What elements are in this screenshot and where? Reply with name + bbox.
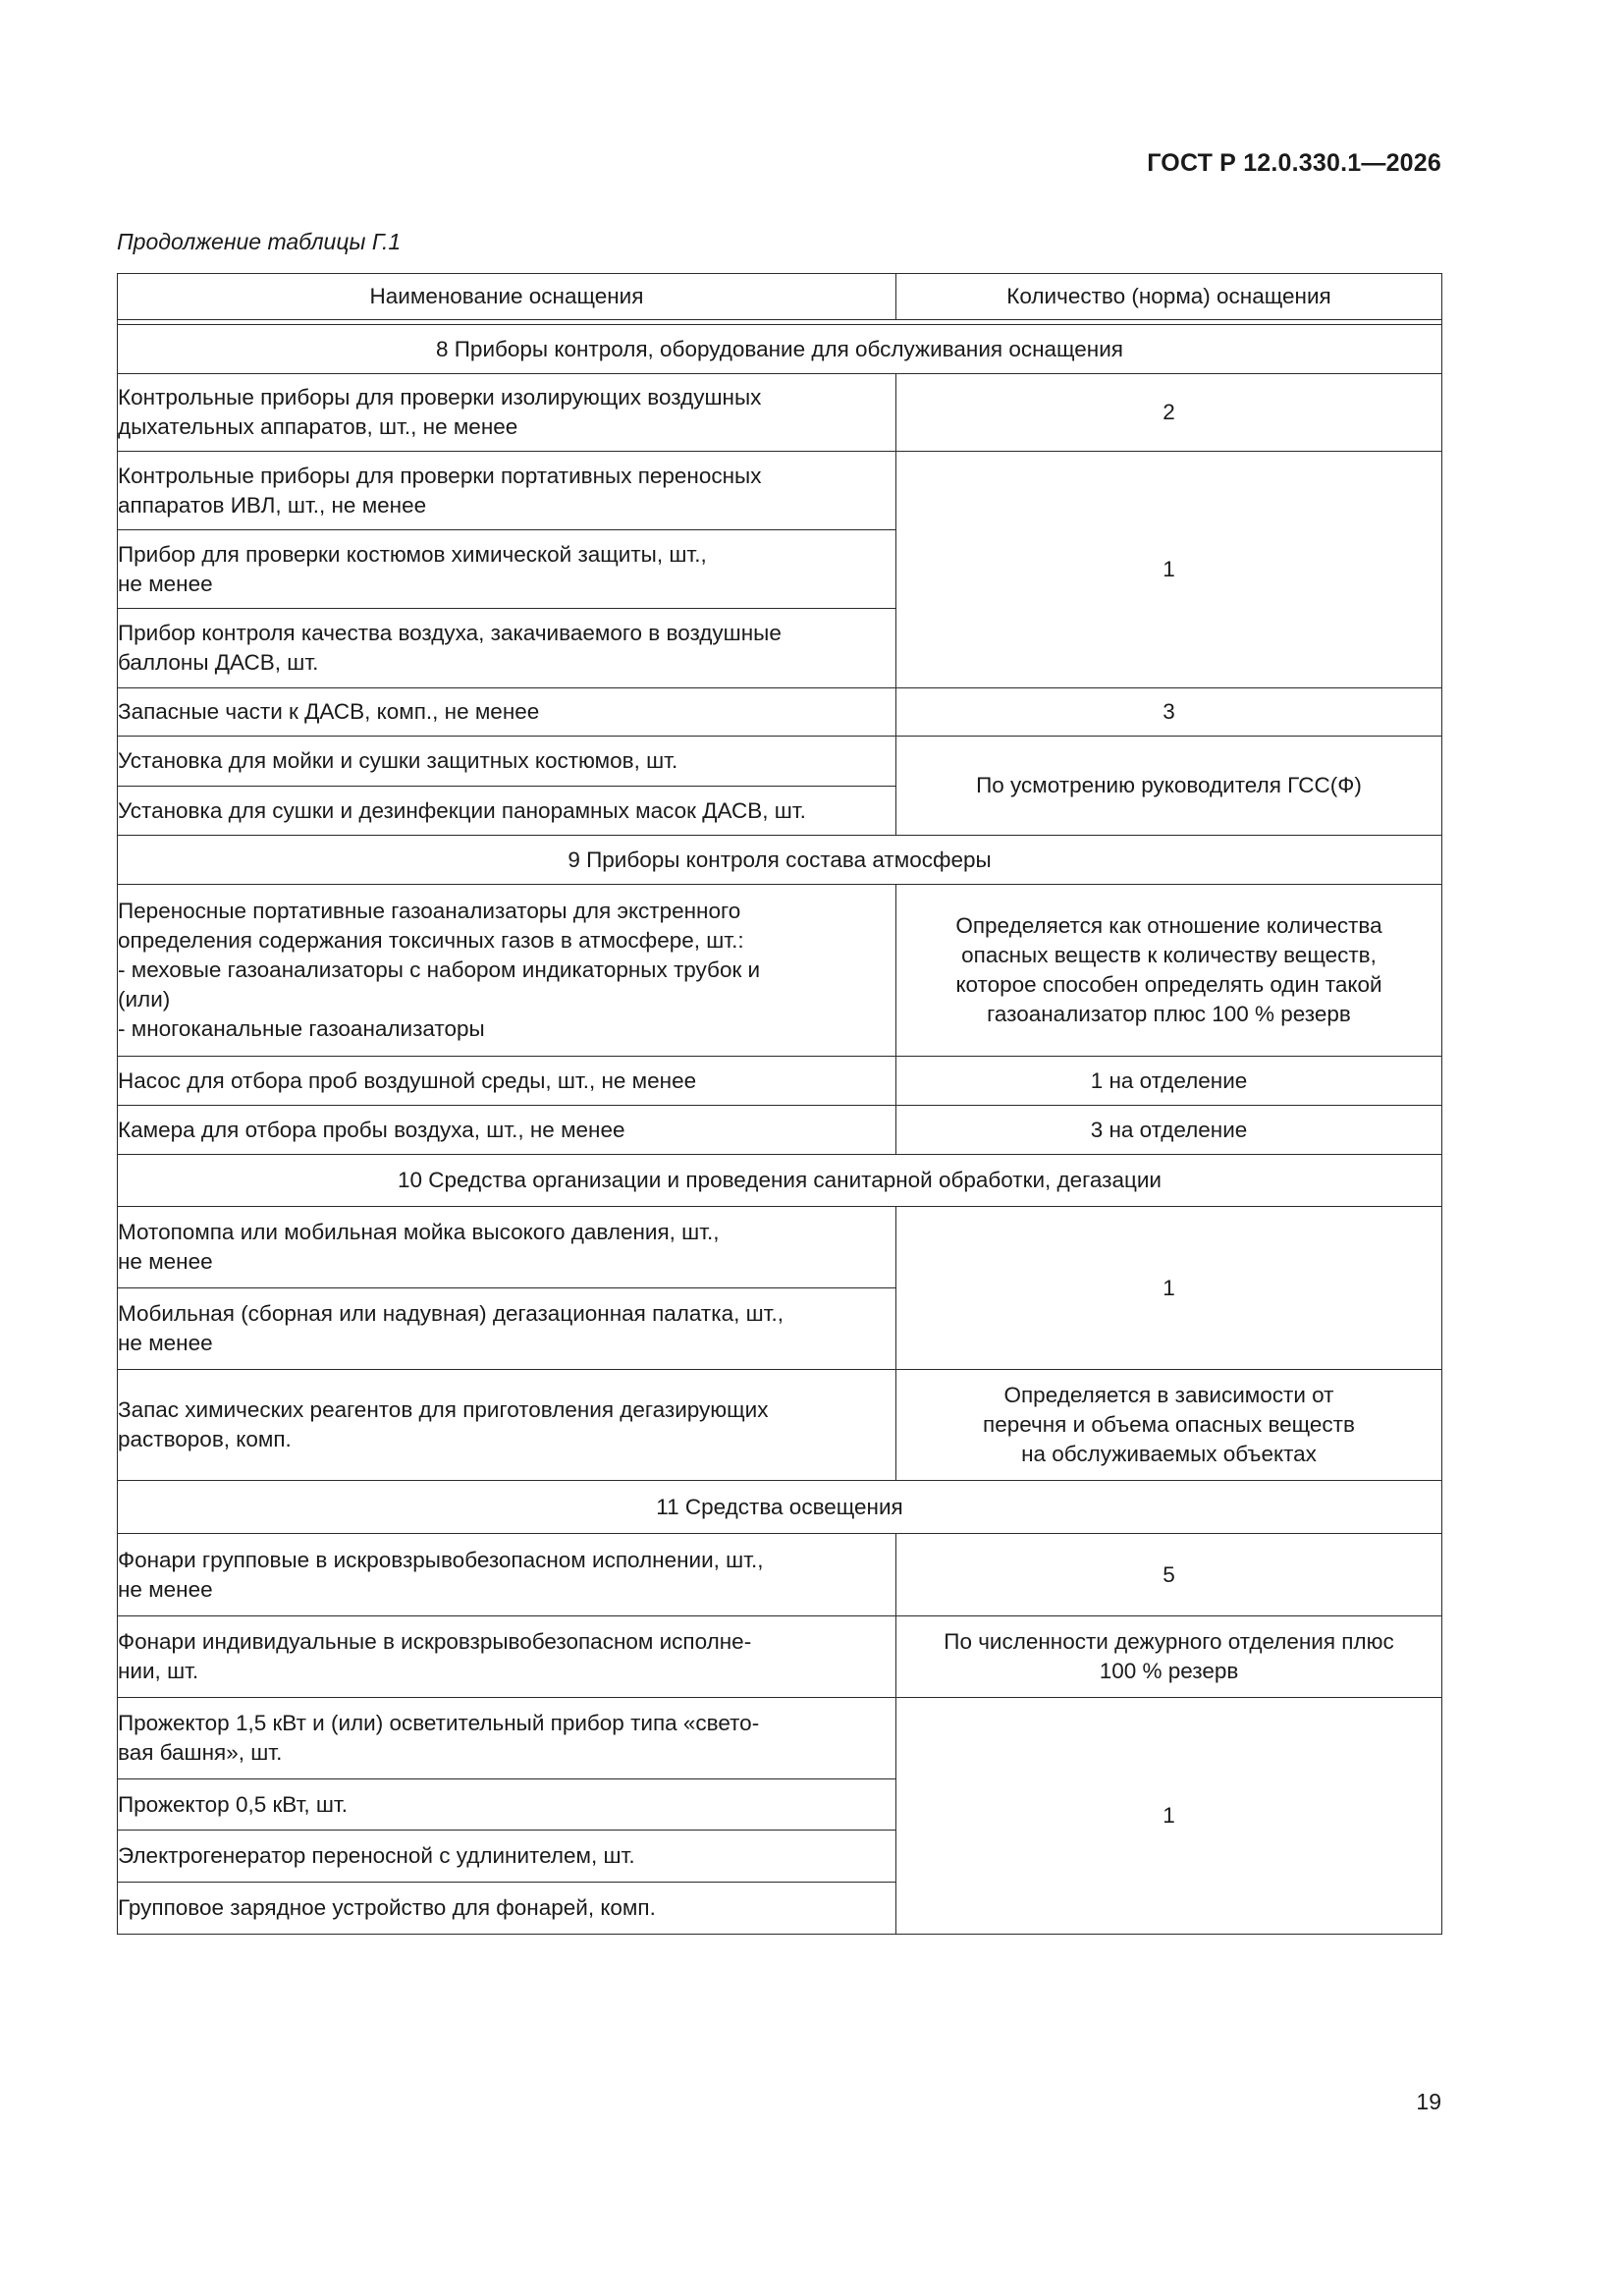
section-row [118, 836, 1442, 885]
table-caption: Продолжение таблицы Г.1 [117, 229, 402, 254]
table-row [118, 1106, 1442, 1155]
table-row [118, 1370, 1442, 1481]
item-name: Контрольные приборы для проверки портативных переносных аппаратов ИВЛ, шт., не менее [118, 452, 896, 530]
section-title: 8 Приборы контроля, оборудование для обслуживания оснащения [118, 325, 1442, 374]
page-number: 19 [1416, 2089, 1441, 2114]
item-name: Фонари групповые в искровзрывобезопасном исполнении, шт., не менее [118, 1534, 896, 1616]
item-name: Контрольные приборы для проверки изолирующих воздушных дыхательных аппаратов, шт., не менее [118, 374, 896, 452]
item-quantity: 1 [896, 1698, 1442, 1935]
item-quantity: 3 [896, 688, 1442, 737]
table-row [118, 1698, 1442, 1779]
item-name: Камера для отбора пробы воздуха, шт., не менее [118, 1106, 896, 1155]
table-row [118, 885, 1442, 1057]
column-header-name: Наименование оснащения [118, 274, 896, 320]
item-name: Прибор для проверки костюмов химической защиты, шт., не менее [118, 530, 896, 609]
item-name: Фонари индивидуальные в искровзрывобезопасном исполне- нии, шт. [118, 1616, 896, 1698]
item-name: Установка для мойки и сушки защитных костюмов, шт. [118, 737, 896, 787]
item-quantity: 3 на отделение [896, 1106, 1442, 1155]
item-quantity: 1 [896, 452, 1442, 688]
item-quantity: Определяется в зависимости от перечня и объема опасных веществ на обслуживаемых объектах [896, 1370, 1442, 1481]
section-row [118, 1155, 1442, 1207]
item-name: Прожектор 0,5 кВт, шт. [118, 1779, 896, 1831]
item-name: Прибор контроля качества воздуха, закачиваемого в воздушные баллоны ДАСВ, шт. [118, 609, 896, 688]
section-title: 11 Средства освещения [118, 1481, 1442, 1534]
item-quantity: По усмотрению руководителя ГСС(Ф) [896, 737, 1442, 836]
table-row [118, 374, 1442, 452]
item-quantity: По численности дежурного отделения плюс 100 % резерв [896, 1616, 1442, 1698]
item-quantity: Определяется как отношение количества опасных веществ к количеству веществ, которое способен определять один такой газоанализатор плюс 100 % резерв [896, 885, 1442, 1057]
item-name: Прожектор 1,5 кВт и (или) осветительный прибор типа «свето- вая башня», шт. [118, 1698, 896, 1779]
item-name: Насос для отбора проб воздушной среды, шт., не менее [118, 1057, 896, 1106]
section-title: 9 Приборы контроля состава атмосферы [118, 836, 1442, 885]
item-name: Мотопомпа или мобильная мойка высокого давления, шт., не менее [118, 1207, 896, 1288]
table-row [118, 452, 1442, 530]
table-row [118, 737, 1442, 787]
section-row [118, 1481, 1442, 1534]
section-title: 10 Средства организации и проведения санитарной обработки, дегазации [118, 1155, 1442, 1207]
item-name: Мобильная (сборная или надувная) дегазационная палатка, шт., не менее [118, 1288, 896, 1370]
item-quantity: 5 [896, 1534, 1442, 1616]
item-name: Установка для сушки и дезинфекции панорамных масок ДАСВ, шт. [118, 787, 896, 836]
item-name: Переносные портативные газоанализаторы для экстренного определения содержания токсичных газов в атмосфере, шт.: - меховые газоанализаторы с набором индикаторных трубок и (или) - многоканальные газоанализаторы [118, 885, 896, 1057]
table-row [118, 688, 1442, 737]
table-row [118, 1616, 1442, 1698]
item-quantity: 1 на отделение [896, 1057, 1442, 1106]
item-name: Запас химических реагентов для приготовления дегазирующих растворов, комп. [118, 1370, 896, 1481]
item-name: Электрогенератор переносной с удлинителем, шт. [118, 1831, 896, 1883]
equipment-table [117, 273, 1442, 1935]
column-header-quantity: Количество (норма) оснащения [896, 274, 1442, 320]
item-quantity: 1 [896, 1207, 1442, 1370]
table-row [118, 1207, 1442, 1288]
document-code: ГОСТ Р 12.0.330.1—2026 [1147, 149, 1441, 177]
table-row [118, 1057, 1442, 1106]
table-row [118, 1534, 1442, 1616]
item-name: Групповое зарядное устройство для фонарей, комп. [118, 1883, 896, 1935]
section-row [118, 325, 1442, 374]
item-name: Запасные части к ДАСВ, комп., не менее [118, 688, 896, 737]
item-quantity: 2 [896, 374, 1442, 452]
table-header-row [118, 274, 1442, 320]
